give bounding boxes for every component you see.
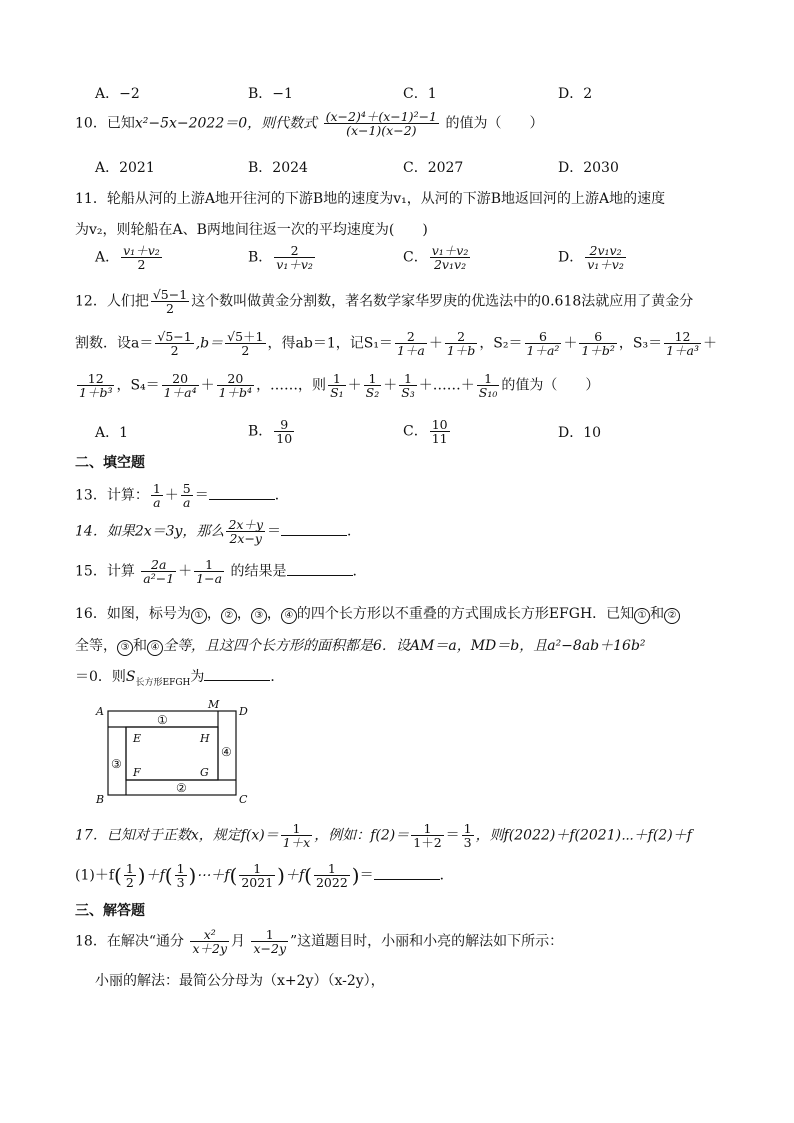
q13-answer-blank[interactable] xyxy=(209,487,275,500)
q12-option-d: D．10 xyxy=(558,425,602,441)
label-g: G xyxy=(200,766,209,779)
label-f: F xyxy=(133,766,141,779)
q15-answer-blank[interactable] xyxy=(287,563,353,576)
q12-line2: 割数．设a＝ $\frac{√5-1}{2}$ ,b＝ $\frac{√5+1}{2}$ ，得ab＝1，记S₁＝ $\frac{2}{1+a}$ ＋ $\frac{2}{1+b}$ ，S₂＝ $\frac{6}{\text{1＋a²}}$ ＋ $\frac{6}{\text{1＋b²}}$ ，S₃＝ $\frac{12}{\text{1＋a³}}$ ＋ xyxy=(75,329,718,359)
q15-stem: 15．计算 $\frac{2a}{\text{a²−1}}$ ＋ $\frac{1}{1-a}$ 的结果是 . xyxy=(75,557,357,587)
q9-option-b: B．−1 xyxy=(248,86,293,102)
q18-stem: 18．在解决“通分 $\frac{\text{x²}}{x+2y}$ 月 $\frac{1}{x-2y}$ ”这道题目时，小丽和小亮的解法如下所示： xyxy=(75,927,564,957)
label-h: H xyxy=(200,732,210,745)
outer-rectangle-abcd xyxy=(108,711,236,795)
label-rect-2: ② xyxy=(176,781,187,795)
label-b: B xyxy=(96,793,105,806)
q9-option-a: A．−2 xyxy=(95,86,140,102)
q13-stem: 13．计算： $\frac{1}{a}$ ＋ $\frac{5}{a}$ ＝ ． xyxy=(75,481,289,511)
q10-stem: 10．已知x²−5x−2022＝0，则代数式 $\frac{\text{(x−2)⁴＋(x−1)²−1}}{(x-1)(x-2)}$ 的值为（ ） xyxy=(75,109,544,139)
label-rect-3: ③ xyxy=(111,757,122,771)
q12-line3: $\frac{12}{\text{1＋b³}}$ ，S₄＝ $\frac{20}{\text{1＋a⁴}}$ ＋ $\frac{20}{\text{1＋b⁴}}$ ，……，则 $\frac{1}{\text{S₁}}$ ＋ $\frac{1}{\text{S₂}}$ ＋ $\frac{1}{\text{S₃}}$ ＋……＋ $\frac{1}{\text{S₁₀}}$ 的值为（ ） xyxy=(79,371,600,401)
label-e: E xyxy=(133,732,142,745)
q14-stem: 14．如果2x＝3y，那么 $\frac{2x+y}{2x-y}$ ＝ ． xyxy=(75,517,362,547)
section-3-heading: 三、解答题 xyxy=(75,903,145,919)
label-a: A xyxy=(96,705,104,718)
q12-option-a: A．1 xyxy=(95,425,129,441)
q12-option-b: B． $\frac{9}{10}$ xyxy=(248,417,293,447)
q16-figure xyxy=(90,696,260,808)
q17-line1: 17．已知对于正数x，规定f(x)＝ $\frac{1}{1+x}$ ，例如：f(2)＝ $\frac{1}{1+2}$ ＝ $\frac{1}{3}$ ，则f(2022)＋f(2021)⋯＋f(2)＋f xyxy=(75,821,692,851)
q10-fraction: $\frac{\text{(x−2)⁴＋(x−1)²−1}}{(x-1)(x-2)}$ xyxy=(325,109,438,139)
label-m: M xyxy=(208,698,220,711)
q11-line2: 为v₂，则轮船在A、B两地间往返一次的平均速度为( ) xyxy=(75,222,428,238)
q16-line3: ＝0．则$S_{长方形EFGH}$为 ． xyxy=(75,669,285,688)
q17-line2: (1)＋f( $\frac{1}{2}$ )＋f( $\frac{1}{3}$ )⋯＋f( $\frac{1}{2021}$ )＋f( $\frac{1}{2022}$ )＝ ． xyxy=(75,861,454,891)
q10-option-a: A．2021 xyxy=(95,160,155,176)
q16-line1: 16．如图，标号为 ① ， ② ， ③ ， ④ 的四个长方形以不重叠的方式围成长方形EFGH．已知 ① 和 ② xyxy=(75,603,680,624)
q9-option-d: D．2 xyxy=(558,86,593,102)
q18-sub-solution: 小丽的解法：最简公分母为（x+2y）（x-2y）， xyxy=(95,973,385,989)
q10-options xyxy=(95,157,715,187)
q11-options xyxy=(95,244,715,274)
q16-answer-blank[interactable] xyxy=(204,668,270,681)
q11-line1: 11．轮船从河的上游A地开往河的下游B地的速度为v₁，从河的下游B地返回河的上游A地的速度 xyxy=(75,191,666,207)
q10-option-d: D．2030 xyxy=(558,160,619,176)
q12-option-c: C． $\frac{10}{11}$ xyxy=(403,417,448,447)
q10-option-b: B．2024 xyxy=(248,160,308,176)
q11-option-d: D． $\frac{\text{2v₁v₂}}{\text{v₁＋v₂}}$ xyxy=(558,243,624,273)
label-rect-1: ① xyxy=(157,713,168,727)
q11-option-a: A． $\frac{\text{v₁＋v₂}}{2}$ xyxy=(95,243,160,273)
q10-option-c: C．2027 xyxy=(403,160,464,176)
q12-line1: 12．人们把 $\frac{√5-1}{2}$ 这个数叫做黄金分割数，著名数学家华罗庚的优选法中的0.618法就应用了黄金分 xyxy=(75,287,694,317)
label-rect-4: ④ xyxy=(221,745,232,759)
label-d: D xyxy=(239,705,248,718)
label-c: C xyxy=(239,793,248,806)
q11-option-b: B． $\frac{2}{\text{v₁＋v₂}}$ xyxy=(248,243,313,273)
q14-answer-blank[interactable] xyxy=(281,523,347,536)
q12-options xyxy=(95,418,715,448)
q17-answer-blank[interactable] xyxy=(374,867,440,880)
q16-line2: 全等， ③ 和 ④ 全等，且这四个长方形的面积都是6．设AM＝a，MD＝b，且a²−8ab＋16b² xyxy=(75,638,646,654)
q9-option-c: C．1 xyxy=(403,86,437,102)
q11-option-c: C． $\frac{\text{v₁＋v₂}}{\text{2v₁v₂}}$ xyxy=(403,243,469,273)
section-2-heading: 二、填空题 xyxy=(75,455,145,471)
